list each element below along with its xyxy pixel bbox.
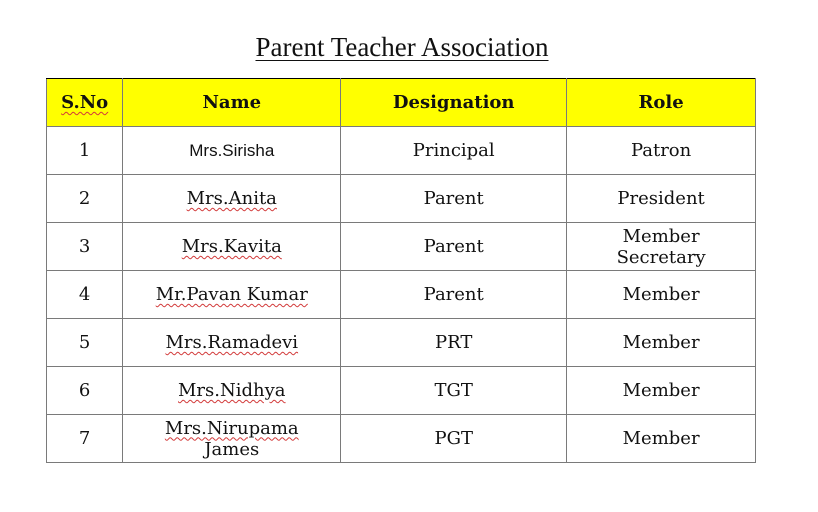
cell-sno: 4 (47, 271, 123, 319)
document-title: Parent Teacher Association (255, 32, 549, 62)
cell-name (123, 415, 341, 463)
cell-designation: PGT (341, 415, 567, 463)
name-line-2: James (204, 438, 260, 460)
cell-sno: 2 (47, 175, 123, 223)
role-line-1: Member (622, 225, 700, 247)
name-text: Mrs.Ramadevi (165, 332, 299, 353)
name-text: Mrs.Sirisha (189, 141, 275, 160)
cell-role: President (567, 175, 756, 223)
table-row (47, 175, 756, 223)
cell-sno: 1 (47, 127, 123, 175)
cell-name (123, 319, 341, 367)
cell-sno: 6 (47, 367, 123, 415)
cell-designation: Parent (341, 223, 567, 271)
header-name: Name (123, 79, 341, 127)
pta-table (46, 78, 756, 463)
cell-role: Member (567, 415, 756, 463)
cell-designation: Parent (341, 271, 567, 319)
cell-name (123, 175, 341, 223)
cell-name (123, 271, 341, 319)
table-row (47, 319, 756, 367)
table-header-row (47, 79, 756, 127)
table-row (47, 415, 756, 463)
cell-sno: 7 (47, 415, 123, 463)
cell-role: Patron (567, 127, 756, 175)
cell-sno: 3 (47, 223, 123, 271)
cell-role: Member (567, 271, 756, 319)
name-line-1: Mrs.Nirupama (164, 417, 299, 439)
name-text: Mrs.Kavita (181, 236, 282, 257)
name-text: Mrs.Anita (186, 188, 277, 209)
table-row (47, 271, 756, 319)
cell-name (123, 223, 341, 271)
name-text: Mrs.Nidhya (178, 380, 286, 401)
header-role: Role (567, 79, 756, 127)
cell-name (123, 367, 341, 415)
cell-role (567, 223, 756, 271)
table-row (47, 367, 756, 415)
cell-designation: Parent (341, 175, 567, 223)
cell-designation: TGT (341, 367, 567, 415)
cell-role: Member (567, 319, 756, 367)
header-sno-label: S.No (61, 92, 109, 113)
table-row (47, 127, 756, 175)
cell-role: Member (567, 367, 756, 415)
name-text: Mr.Pavan Kumar (155, 284, 308, 305)
cell-sno: 5 (47, 319, 123, 367)
table-row (47, 223, 756, 271)
role-line-2: Secretary (616, 246, 706, 268)
header-sno (47, 79, 123, 127)
cell-designation: Principal (341, 127, 567, 175)
cell-designation: PRT (341, 319, 567, 367)
header-designation: Designation (341, 79, 567, 127)
cell-name (123, 127, 341, 175)
